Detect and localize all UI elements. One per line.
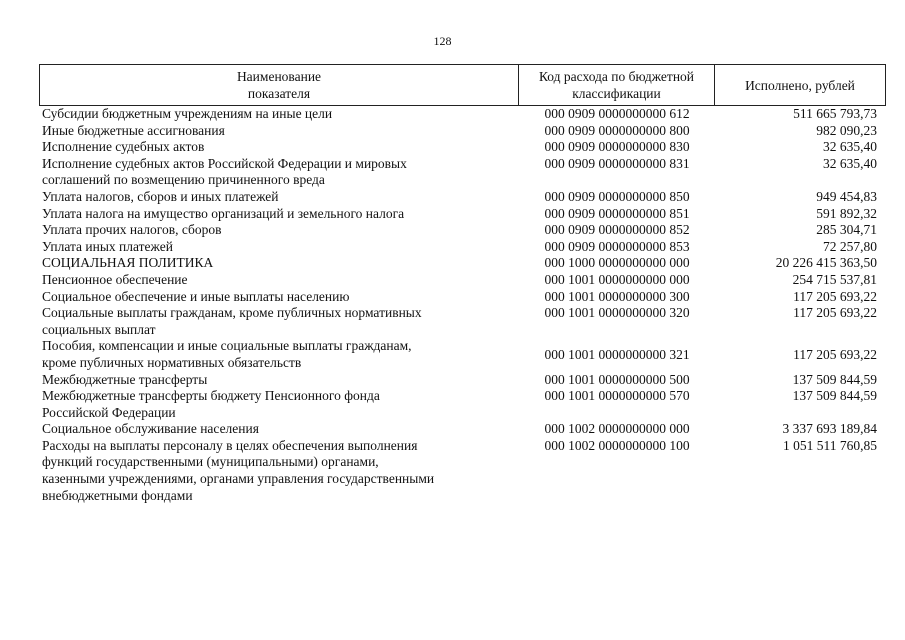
row-code: 000 0909 0000000000 612 — [544, 106, 690, 121]
row-amount: 32 635,40 — [823, 155, 877, 171]
row-name — [39, 272, 517, 289]
row-amount: 982 090,23 — [816, 122, 877, 138]
row-code: 000 1002 0000000000 100 — [544, 437, 690, 453]
table-header — [39, 64, 886, 106]
row-name — [39, 156, 517, 189]
row-amount: 117 205 693,22 — [793, 346, 877, 362]
row-name-line: СОЦИАЛЬНАЯ ПОЛИТИКА — [42, 255, 214, 271]
row-code: 000 1001 0000000000 000 — [544, 271, 690, 287]
row-name — [39, 388, 517, 421]
table-row — [39, 272, 886, 289]
row-name-line: Межбюджетные трансферты — [42, 371, 208, 387]
column-header-amount: Исполнено, рублей — [714, 65, 885, 105]
table-row — [39, 106, 886, 123]
table-row — [39, 305, 886, 338]
row-name-line: Исполнение судебных актов Российской Федерации и мировых — [42, 155, 407, 171]
table-row — [39, 338, 886, 371]
column-header-name-line1: Наименование — [236, 69, 322, 84]
column-header-code — [518, 65, 714, 105]
table-row — [39, 239, 886, 256]
row-amount: 1 051 511 760,85 — [783, 437, 877, 453]
row-amount: 117 205 693,22 — [793, 288, 877, 304]
table-row — [39, 206, 886, 223]
row-name — [39, 421, 517, 438]
row-name-line: Исполнение судебных актов — [42, 139, 205, 155]
row-name — [39, 206, 517, 223]
row-name — [39, 139, 517, 156]
row-name-line: Пенсионное обеспечение — [42, 271, 188, 287]
row-code: 000 0909 0000000000 850 — [544, 188, 690, 204]
row-amount: 137 509 844,59 — [792, 388, 877, 404]
row-name — [39, 438, 517, 504]
row-amount: 949 454,83 — [816, 188, 877, 204]
row-code: 000 0909 0000000000 853 — [544, 238, 690, 254]
row-name-line: кроме публичных нормативных обязательств — [42, 354, 302, 370]
row-name — [39, 123, 517, 140]
row-name-line: социальных выплат — [42, 321, 156, 337]
table-row — [39, 421, 886, 438]
row-amount: 511 665 793,73 — [793, 106, 877, 121]
row-name-line: Пособия, компенсации и иные социальные выплаты гражданам, — [42, 338, 412, 354]
column-header-name — [40, 65, 518, 105]
row-code: 000 1001 0000000000 570 — [544, 388, 690, 404]
row-code: 000 0909 0000000000 831 — [544, 155, 690, 171]
row-name-line: Уплата налогов, сборов и иных платежей — [42, 188, 279, 204]
row-amount: 137 509 844,59 — [792, 371, 877, 387]
row-name — [39, 222, 517, 239]
row-amount: 20 226 415 363,50 — [775, 255, 877, 271]
table-row — [39, 388, 886, 421]
row-code: 000 1002 0000000000 000 — [544, 421, 690, 437]
table-row — [39, 189, 886, 206]
row-name-line: казенными учреждениями, органами управления государственными — [42, 471, 435, 487]
row-amount: 3 337 693 189,84 — [782, 421, 877, 437]
row-amount: 117 205 693,22 — [793, 305, 877, 321]
row-code: 000 1001 0000000000 321 — [544, 346, 690, 362]
row-code: 000 1000 0000000000 000 — [544, 255, 690, 271]
expenditure-table — [39, 64, 886, 504]
row-name — [39, 372, 517, 389]
table-row — [39, 372, 886, 389]
row-name — [39, 289, 517, 306]
row-amount: 285 304,71 — [816, 222, 877, 238]
row-code: 000 0909 0000000000 830 — [544, 139, 690, 155]
column-header-code-line2: классификации — [572, 86, 661, 101]
row-name-line: Уплата налога на имущество организаций и земельного налога — [42, 205, 405, 221]
row-name — [39, 189, 517, 206]
table-row — [39, 255, 886, 272]
table-row — [39, 438, 886, 504]
table-body — [39, 106, 886, 504]
row-name-line: Уплата прочих налогов, сборов — [42, 222, 222, 238]
table-row — [39, 123, 886, 140]
row-name-line: соглашений по возмещению причиненного вреда — [42, 172, 325, 188]
page-number: 128 — [433, 34, 452, 48]
row-name-line: Социальное обеспечение и иные выплаты населению — [42, 288, 350, 304]
table-row — [39, 289, 886, 306]
row-name-line: Межбюджетные трансферты бюджету Пенсионного фонда — [42, 388, 380, 404]
row-amount: 254 715 537,81 — [792, 271, 877, 287]
row-name-line: Социальные выплаты гражданам, кроме публичных нормативных — [42, 305, 422, 321]
row-code: 000 0909 0000000000 851 — [544, 205, 690, 221]
row-name-line: функций государственными (муниципальными) органами, — [42, 454, 379, 470]
row-code: 000 1001 0000000000 320 — [544, 305, 690, 321]
column-header-name-line2: показателя — [247, 86, 311, 101]
row-name-line: внебюджетными фондами — [42, 487, 193, 503]
row-name-line: Субсидии бюджетным учреждениям на иные цели — [42, 106, 333, 121]
row-code: 000 0909 0000000000 800 — [544, 122, 690, 138]
table-row — [39, 222, 886, 239]
row-name-line: Российской Федерации — [42, 404, 176, 420]
row-name-line: Уплата иных платежей — [42, 238, 173, 254]
row-name — [39, 305, 517, 338]
row-name-line: Социальное обслуживание населения — [42, 421, 259, 437]
row-name — [39, 338, 517, 371]
row-code: 000 0909 0000000000 852 — [544, 222, 690, 238]
row-name-line: Иные бюджетные ассигнования — [42, 122, 225, 138]
row-name — [39, 106, 517, 123]
row-name-line: Расходы на выплаты персоналу в целях обеспечения выполнения — [42, 437, 418, 453]
row-amount: 591 892,32 — [816, 205, 877, 221]
row-amount: 32 635,40 — [823, 139, 877, 155]
row-code: 000 1001 0000000000 500 — [544, 371, 690, 387]
row-amount: 72 257,80 — [823, 238, 877, 254]
row-name — [39, 239, 517, 256]
row-name — [39, 255, 517, 272]
column-header-code-line1: Код расхода по бюджетной — [538, 69, 695, 84]
row-code: 000 1001 0000000000 300 — [544, 288, 690, 304]
table-row — [39, 156, 886, 189]
table-row — [39, 139, 886, 156]
